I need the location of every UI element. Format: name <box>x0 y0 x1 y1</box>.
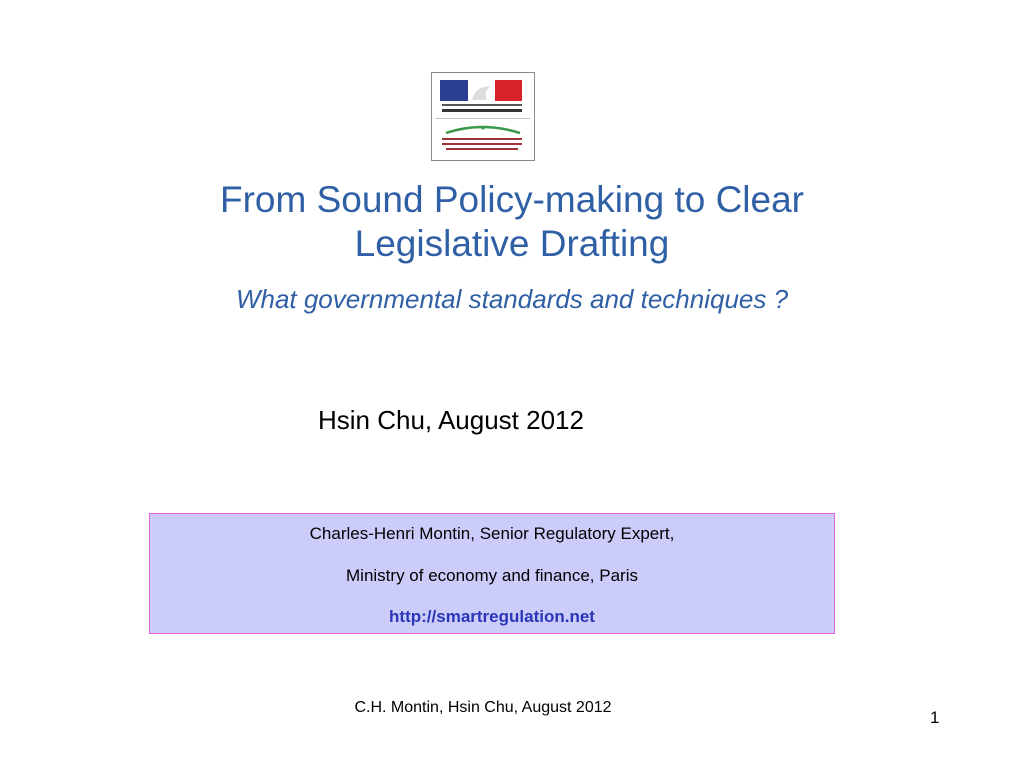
slide-subtitle: What governmental standards and techniques ? <box>235 284 789 314</box>
ministry-logo-graphic <box>432 73 534 160</box>
author-info-box <box>149 513 835 634</box>
flag-red-band <box>495 80 522 101</box>
slide-footer: C.H. Montin, Hsin Chu, August 2012 <box>354 699 612 716</box>
ministry-logo <box>431 72 535 161</box>
title-line-2: Legislative Drafting <box>354 223 670 264</box>
slide-title <box>0 178 1024 266</box>
website-link[interactable]: http://smartregulation.net <box>389 607 595 626</box>
location-date: Hsin Chu, August 2012 <box>318 405 584 435</box>
flag-blue-band <box>440 80 468 101</box>
slide-number: 1 <box>930 708 940 727</box>
author-line: Charles-Henri Montin, Senior Regulatory Expert, <box>309 524 675 543</box>
title-line-1: From Sound Policy-making to Clear <box>220 179 804 220</box>
affiliation-line: Ministry of economy and finance, Paris <box>346 566 638 585</box>
